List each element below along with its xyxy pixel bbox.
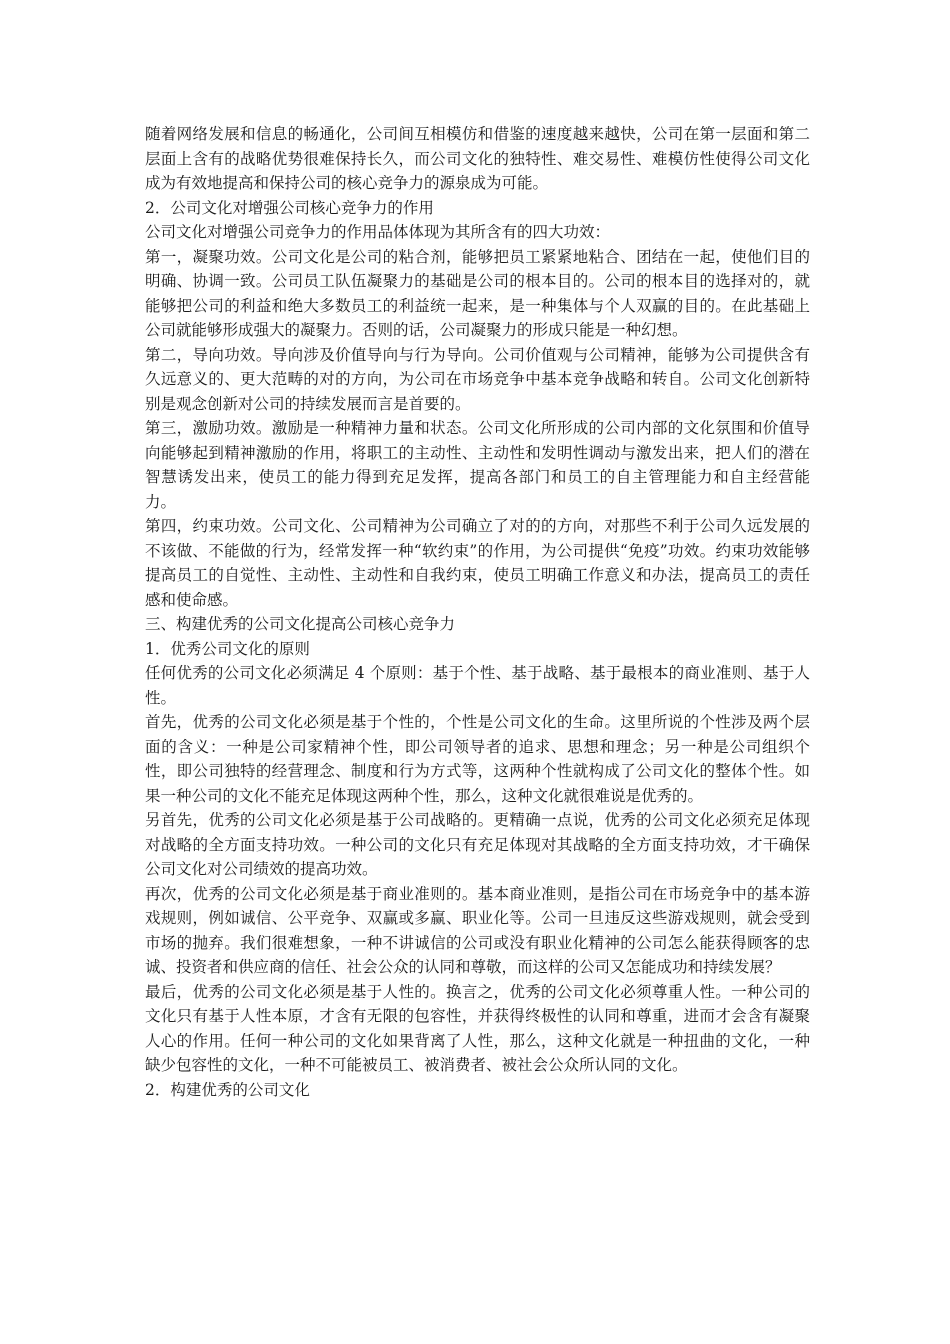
paragraph-humanity: 最后，优秀的公司文化必须是基于人性的。换言之，优秀的公司文化必须尊重人性。一种公司的文化只有基于人性本原，才含有无限的包容性，并获得终极性的认同和尊重，进而才会含有凝聚人心的作用。任何一种公司的文化如果背离了人性，那么，这种文化就是一种扭曲的文化，一种缺少包容性的文化，一种不可能被员工、被消费者、被社会公众所认同的文化。 (145, 982, 810, 1074)
paragraph-intro: 随着网络发展和信息的畅通化，公司间互相模仿和借鉴的速度越来越快，公司在第一层面和第二层面上含有的战略优势很难保持长久，而公司文化的独特性、难交易性、难模仿性使得公司文化成为有效地提高和保持公司的核心竞争力的源泉成为可能。 (145, 125, 810, 192)
section-heading-3: 三、构建优秀的公司文化提高公司核心竞争力 (145, 615, 456, 633)
section-heading-2: 2．公司文化对增强公司核心竞争力的作用 (145, 198, 434, 217)
paragraph-four-principles: 任何优秀的公司文化必须满足 4 个原则：基于个性、基于战略、基于最根本的商业准则、基于人性。 (145, 664, 810, 707)
subsection-heading-1: 1．优秀公司文化的原则 (145, 639, 310, 658)
paragraph-individuality: 首先，优秀的公司文化必须是基于个性的，个性是公司文化的生命。这里所说的个性涉及两个层面的含义：一种是公司家精神个性，即公司领导者的追求、思想和理念；另一种是公司组织个性，即公司独特的经营理念、制度和行为方式等，这两种个性就构成了公司文化的整体个性。如果一种公司的文化不能充足体现这两种个性，那么，这种文化就很难说是优秀的。 (145, 713, 810, 805)
paragraph-business-rules: 再次，优秀的公司文化必须是基于商业准则的。基本商业准则，是指公司在市场竞争中的基本游戏规则，例如诚信、公平竞争、双赢或多赢、职业化等。公司一旦违反这些游戏规则，就会受到市场的抛弃。我们很难想象，一种不讲诚信的公司或没有职业化精神的公司怎么能获得顾客的忠诚、投资者和供应商的信任、社会公众的认同和尊敬，而这样的公司又怎能成功和持续发展？ (145, 884, 810, 976)
paragraph-strategy: 另首先，优秀的公司文化必须是基于公司战略的。更精确一点说，优秀的公司文化必须充足体现对战略的全方面支持功效。一种公司的文化只有充足体现对其战略的全方面支持功效，才干确保公司文化对公司绩效的提高功效。 (145, 811, 810, 878)
subsection-heading-2: 2．构建优秀的公司文化 (145, 1080, 310, 1099)
paragraph-cohesion: 第一，凝聚功效。公司文化是公司的粘合剂，能够把员工紧紧地粘合、团结在一起，使他们目的明确、协调一致。公司员工队伍凝聚力的基础是公司的根本目的。公司的根本目的选择对的，就能够把公司的利益和绝大多数员工的利益统一起来，是一种集体与个人双赢的目的。在此基础上公司就能够形成强大的凝聚力。否则的话，公司凝聚力的形成只能是一种幻想。 (145, 247, 810, 339)
paragraph-four-effects: 公司文化对增强公司竞争力的作用品体体现为其所含有的四大功效： (145, 223, 611, 241)
document-body (145, 122, 810, 1102)
paragraph-motivation: 第三，激励功效。激励是一种精神力量和状态。公司文化所形成的公司内部的文化氛围和价值导向能够起到精神激励的作用，将职工的主动性、主动性和发明性调动与激发出来，把人们的潜在智慧诱发出来，使员工的能力得到充足发挥，提高各部门和员工的自主管理能力和自主经营能力。 (145, 419, 810, 511)
paragraph-guidance: 第二，导向功效。导向涉及价值导向与行为导向。公司价值观与公司精神，能够为公司提供含有久远意义的、更大范畴的对的方向，为公司在市场竞争中基本竞争战略和转自。公司文化创新特别是观念创新对公司的持续发展而言是首要的。 (145, 345, 810, 413)
paragraph-constraint: 第四，约束功效。公司文化、公司精神为公司确立了对的的方向，对那些不利于公司久远发展的不该做、不能做的行为，经常发挥一种“软约束”的作用，为公司提供“免疫”功效。约束功效能够提高员工的自觉性、主动性、主动性和自我约束，使员工明确工作意义和办法，提高员工的责任感和使命感。 (145, 517, 810, 609)
